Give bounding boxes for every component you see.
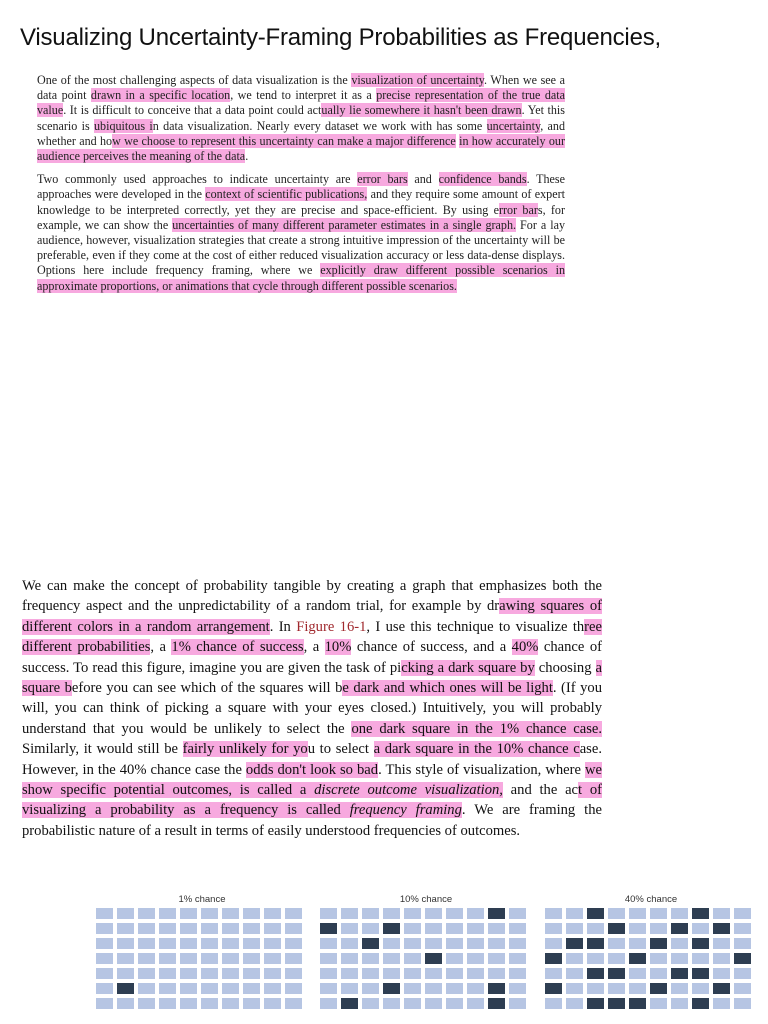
dark-square [488, 998, 505, 1009]
light-square [320, 968, 337, 979]
light-square [446, 968, 463, 979]
text-run: efore you can see which of the squares will b [71, 680, 343, 697]
light-square [180, 923, 197, 934]
light-square [446, 983, 463, 994]
light-square [446, 953, 463, 964]
dark-square [650, 983, 667, 994]
main-paragraph [22, 576, 602, 841]
light-square [222, 938, 239, 949]
light-square [671, 983, 688, 994]
emphasized-text: frequency framing [349, 802, 462, 819]
light-square [96, 983, 113, 994]
text-run: and [407, 172, 439, 187]
square-grid [320, 908, 532, 1009]
light-square [201, 938, 218, 949]
light-square [159, 938, 176, 949]
text-run: s, for example, we can show the [37, 202, 565, 232]
light-square [201, 908, 218, 919]
dark-square [320, 923, 337, 934]
light-square [671, 908, 688, 919]
dark-square [587, 908, 604, 919]
light-square [566, 953, 583, 964]
text-run: n data visualization. Nearly every dataset we work with has some [152, 118, 487, 133]
text-run: . It is difficult to conceive that a data point could act [63, 103, 322, 118]
highlighted-text: confidence bands [438, 172, 527, 187]
light-square [222, 953, 239, 964]
light-square [201, 923, 218, 934]
light-square [320, 953, 337, 964]
light-square [320, 908, 337, 919]
light-square [425, 968, 442, 979]
excerpt-paragraph-2 [37, 172, 565, 294]
light-square [243, 983, 260, 994]
light-square [159, 983, 176, 994]
light-square [320, 938, 337, 949]
light-square [404, 938, 421, 949]
text-run: For a lay audience, however, visualization strategies that create a strong intuitive impression of the uncertainty will be preferable, even if they come at the cost of either reduced visualization accuracy or less data-dense displays. Options here include frequency framing, where we [37, 217, 566, 278]
text-run: . We are framing the probabilistic nature of a result in terms of easily understood frequencies of outcomes. [22, 802, 603, 839]
light-square [222, 968, 239, 979]
light-square [713, 953, 730, 964]
text-run: , a [150, 639, 172, 656]
dark-square [117, 983, 134, 994]
excerpt-paragraph-1 [37, 73, 565, 164]
panel-label: 10% chance [399, 894, 453, 905]
light-square [285, 908, 302, 919]
light-square [285, 968, 302, 979]
light-square [138, 998, 155, 1009]
light-square [671, 938, 688, 949]
light-square [362, 983, 379, 994]
highlighted-text: rror bar [499, 202, 538, 217]
light-square [138, 923, 155, 934]
light-square [566, 923, 583, 934]
light-square [425, 998, 442, 1009]
dark-square [425, 953, 442, 964]
light-square [467, 908, 484, 919]
light-square [425, 938, 442, 949]
text-run: . These approaches were developed in the [37, 172, 565, 202]
light-square [446, 998, 463, 1009]
panel-1-percent [96, 894, 308, 1024]
light-square [509, 983, 526, 994]
light-square [243, 968, 260, 979]
dark-square [671, 923, 688, 934]
light-square [201, 953, 218, 964]
highlighted-text: drawn in a specific location [90, 88, 231, 103]
text-run: . When we see a data point [37, 73, 565, 103]
dark-square [362, 938, 379, 949]
light-square [180, 938, 197, 949]
light-square [201, 983, 218, 994]
dark-square [650, 938, 667, 949]
dark-square [692, 968, 709, 979]
emphasized-text: discrete outcome visualization, [314, 782, 503, 799]
light-square [138, 953, 155, 964]
light-square [222, 983, 239, 994]
text-run: . In [269, 618, 297, 635]
light-square [566, 968, 583, 979]
light-square [509, 953, 526, 964]
text-run: chance of success. To read this figure, imagine you are given the task of pi [22, 639, 602, 676]
frequency-framing-figure [0, 894, 768, 1024]
light-square [734, 998, 751, 1009]
light-square [285, 953, 302, 964]
light-square [201, 998, 218, 1009]
highlighted-text: uncertainties of many different parameter estimates in a single graph. [172, 217, 517, 232]
dark-square [692, 938, 709, 949]
light-square [138, 983, 155, 994]
light-square [425, 908, 442, 919]
light-square [509, 968, 526, 979]
light-square [734, 983, 751, 994]
highlighted-text: ubiquitous i [93, 118, 153, 133]
light-square [341, 968, 358, 979]
light-square [713, 968, 730, 979]
highlighted-text: we show specific potential outcomes, is called a [22, 761, 603, 799]
light-square [341, 908, 358, 919]
dark-square [341, 998, 358, 1009]
light-square [692, 953, 709, 964]
light-square [159, 998, 176, 1009]
text-run: . (If you will, you can think of picking a square with your eyes closed.) Intuitively, you will probably understand that you would be unlikely to select the [22, 680, 602, 737]
light-square [117, 968, 134, 979]
light-square [404, 923, 421, 934]
light-square [117, 998, 134, 1009]
text-run: and they require some amount of expert knowledge to be interpreted correctly, yet they are precise and space-efficient. By using e [37, 187, 565, 217]
light-square [138, 938, 155, 949]
highlighted-text: e dark and which ones will be light [342, 680, 553, 697]
light-square [629, 908, 646, 919]
light-square [467, 968, 484, 979]
light-square [467, 938, 484, 949]
light-square [180, 983, 197, 994]
light-square [264, 953, 281, 964]
light-square [159, 923, 176, 934]
dark-square [608, 923, 625, 934]
light-square [671, 998, 688, 1009]
dark-square [545, 983, 562, 994]
dark-square [671, 968, 688, 979]
text-run: Two commonly used approaches to indicate uncertainty are [37, 172, 358, 187]
light-square [488, 968, 505, 979]
light-square [467, 923, 484, 934]
light-square [96, 968, 113, 979]
highlighted-text: t of visualizing a probability as a frequency is called [22, 782, 602, 819]
highlighted-text: precise representation of the true data value [37, 88, 565, 118]
light-square [320, 983, 337, 994]
light-square [467, 983, 484, 994]
light-square [383, 938, 400, 949]
light-square [734, 968, 751, 979]
highlighted-text: context of scientific publications, [205, 187, 368, 202]
light-square [383, 968, 400, 979]
panel-label: 40% chance [624, 894, 678, 905]
light-square [566, 983, 583, 994]
figure-reference[interactable]: Figure 16-1 [296, 618, 367, 635]
highlighted-text: a dark square in the 10% chance c [373, 741, 580, 758]
light-square [243, 923, 260, 934]
light-square [383, 953, 400, 964]
dark-square [383, 923, 400, 934]
highlighted-text: a square b [22, 659, 602, 697]
light-square [180, 953, 197, 964]
light-square [446, 938, 463, 949]
light-square [362, 923, 379, 934]
light-square [362, 998, 379, 1009]
light-square [566, 998, 583, 1009]
dark-square [692, 908, 709, 919]
light-square [117, 938, 134, 949]
panel-10-percent [320, 894, 532, 1024]
light-square [425, 983, 442, 994]
light-square [587, 923, 604, 934]
dark-square [587, 938, 604, 949]
light-square [341, 923, 358, 934]
text-run: . This style of visualization, where [378, 761, 585, 778]
light-square [320, 998, 337, 1009]
light-square [404, 953, 421, 964]
highlighted-text: ree different probabilities [22, 618, 602, 656]
light-square [264, 923, 281, 934]
light-square [692, 983, 709, 994]
light-square [425, 923, 442, 934]
light-square [566, 908, 583, 919]
dark-square [629, 953, 646, 964]
light-square [608, 953, 625, 964]
light-square [467, 998, 484, 1009]
light-square [180, 998, 197, 1009]
light-square [117, 908, 134, 919]
text-run: , we tend to interpret it as a [230, 88, 377, 103]
light-square [138, 908, 155, 919]
light-square [243, 998, 260, 1009]
light-square [404, 968, 421, 979]
dark-square [629, 998, 646, 1009]
dark-square [566, 938, 583, 949]
light-square [713, 908, 730, 919]
highlighted-text: odds don't look so bad [245, 761, 379, 778]
light-square [96, 953, 113, 964]
text-run: choosing [534, 659, 596, 676]
square-grid [545, 908, 757, 1009]
light-square [201, 968, 218, 979]
light-square [138, 968, 155, 979]
light-square [222, 908, 239, 919]
light-square [734, 923, 751, 934]
light-square [285, 983, 302, 994]
dark-square [692, 998, 709, 1009]
dark-square [488, 908, 505, 919]
highlighted-text: awing squares of different colors in a random arrangement [22, 598, 602, 635]
text-run: One of the most challenging aspects of data visualization is the [37, 73, 352, 87]
dark-square [713, 983, 730, 994]
light-square [243, 953, 260, 964]
light-square [671, 953, 688, 964]
light-square [608, 908, 625, 919]
text-run: Similarly, it would still be [22, 741, 183, 758]
light-square [180, 968, 197, 979]
light-square [608, 938, 625, 949]
light-square [264, 998, 281, 1009]
highlighted-text: fairly unlikely for yo [182, 741, 308, 758]
light-square [96, 998, 113, 1009]
light-square [446, 923, 463, 934]
light-square [509, 923, 526, 934]
light-square [713, 938, 730, 949]
light-square [509, 998, 526, 1009]
text-run: chance of success, and a [351, 639, 512, 656]
light-square [159, 968, 176, 979]
light-square [446, 908, 463, 919]
light-square [341, 938, 358, 949]
light-square [243, 938, 260, 949]
light-square [117, 923, 134, 934]
light-square [159, 908, 176, 919]
dark-square [383, 983, 400, 994]
light-square [650, 998, 667, 1009]
dark-square [608, 998, 625, 1009]
square-grid [96, 908, 308, 1009]
highlighted-text: visualization of uncertainty [351, 73, 484, 87]
light-square [96, 938, 113, 949]
text-run: , and whether and ho [37, 118, 566, 148]
light-square [96, 923, 113, 934]
highlighted-text: ually lie somewhere it hasn't been drawn [321, 103, 522, 118]
light-square [734, 908, 751, 919]
light-square [383, 908, 400, 919]
light-square [264, 908, 281, 919]
dark-square [587, 968, 604, 979]
light-square [488, 923, 505, 934]
main-text [22, 576, 602, 841]
light-square [692, 923, 709, 934]
text-run: . Yet this scenario is [37, 103, 565, 133]
light-square [713, 998, 730, 1009]
highlighted-text: in how accurately our audience perceives the meaning of the data [37, 133, 566, 164]
light-square [341, 983, 358, 994]
light-square [264, 983, 281, 994]
light-square [285, 923, 302, 934]
light-square [629, 983, 646, 994]
light-square [629, 968, 646, 979]
text-run: We can make the concept of probability tangible by creating a graph that emphasizes both the frequency aspect and the unpredictability of a random trial, for example by dr [22, 578, 602, 615]
highlighted-text: w we choose to represent this uncertainty can make a major difference [112, 133, 456, 148]
panel-label: 1% chance [178, 894, 226, 905]
light-square [96, 908, 113, 919]
dark-square [545, 953, 562, 964]
light-square [222, 923, 239, 934]
light-square [545, 908, 562, 919]
light-square [509, 908, 526, 919]
light-square [650, 968, 667, 979]
text-run: ase. However, in the 40% chance case the [22, 741, 602, 778]
light-square [734, 938, 751, 949]
highlighted-text: uncertainty [486, 118, 541, 133]
light-square [264, 938, 281, 949]
light-square [587, 983, 604, 994]
light-square [467, 953, 484, 964]
highlighted-text: error bars [357, 172, 408, 187]
dark-square [608, 968, 625, 979]
book-excerpt [37, 73, 565, 302]
light-square [650, 953, 667, 964]
light-square [404, 983, 421, 994]
light-square [545, 968, 562, 979]
light-square [285, 998, 302, 1009]
text-run: . [245, 149, 249, 164]
highlighted-text: 10% [324, 639, 352, 656]
dark-square [713, 923, 730, 934]
light-square [264, 968, 281, 979]
light-square [545, 938, 562, 949]
light-square [629, 923, 646, 934]
light-square [404, 998, 421, 1009]
light-square [222, 998, 239, 1009]
text-run: , I use this technique to visualize th [366, 618, 585, 635]
light-square [362, 953, 379, 964]
light-square [159, 953, 176, 964]
light-square [545, 923, 562, 934]
light-square [341, 953, 358, 964]
light-square [545, 998, 562, 1009]
light-square [383, 998, 400, 1009]
light-square [488, 938, 505, 949]
text-run: and the ac [502, 782, 579, 799]
highlighted-text: cking a dark square by [401, 659, 535, 676]
dark-square [587, 998, 604, 1009]
light-square [608, 983, 625, 994]
panel-40-percent [545, 894, 757, 1024]
highlighted-text: one dark square in the 1% chance case. [351, 720, 602, 737]
light-square [362, 968, 379, 979]
light-square [362, 908, 379, 919]
text-run: , a [303, 639, 325, 656]
highlighted-text: explicitly draw different possible scenarios in approximate proportions, or animations that cycle through different possible scenarios. [37, 263, 565, 293]
dark-square [488, 983, 505, 994]
page-title: Visualizing Uncertainty-Framing Probabilities as Frequencies, [20, 24, 661, 51]
light-square [587, 953, 604, 964]
light-square [488, 953, 505, 964]
light-square [243, 908, 260, 919]
light-square [629, 938, 646, 949]
light-square [650, 908, 667, 919]
dark-square [734, 953, 751, 964]
highlighted-text: 40% [511, 639, 539, 656]
text-run: u to select [307, 741, 374, 758]
light-square [285, 938, 302, 949]
light-square [180, 908, 197, 919]
light-square [117, 953, 134, 964]
light-square [509, 938, 526, 949]
light-square [404, 908, 421, 919]
light-square [650, 923, 667, 934]
highlighted-text: 1% chance of success [171, 639, 304, 656]
